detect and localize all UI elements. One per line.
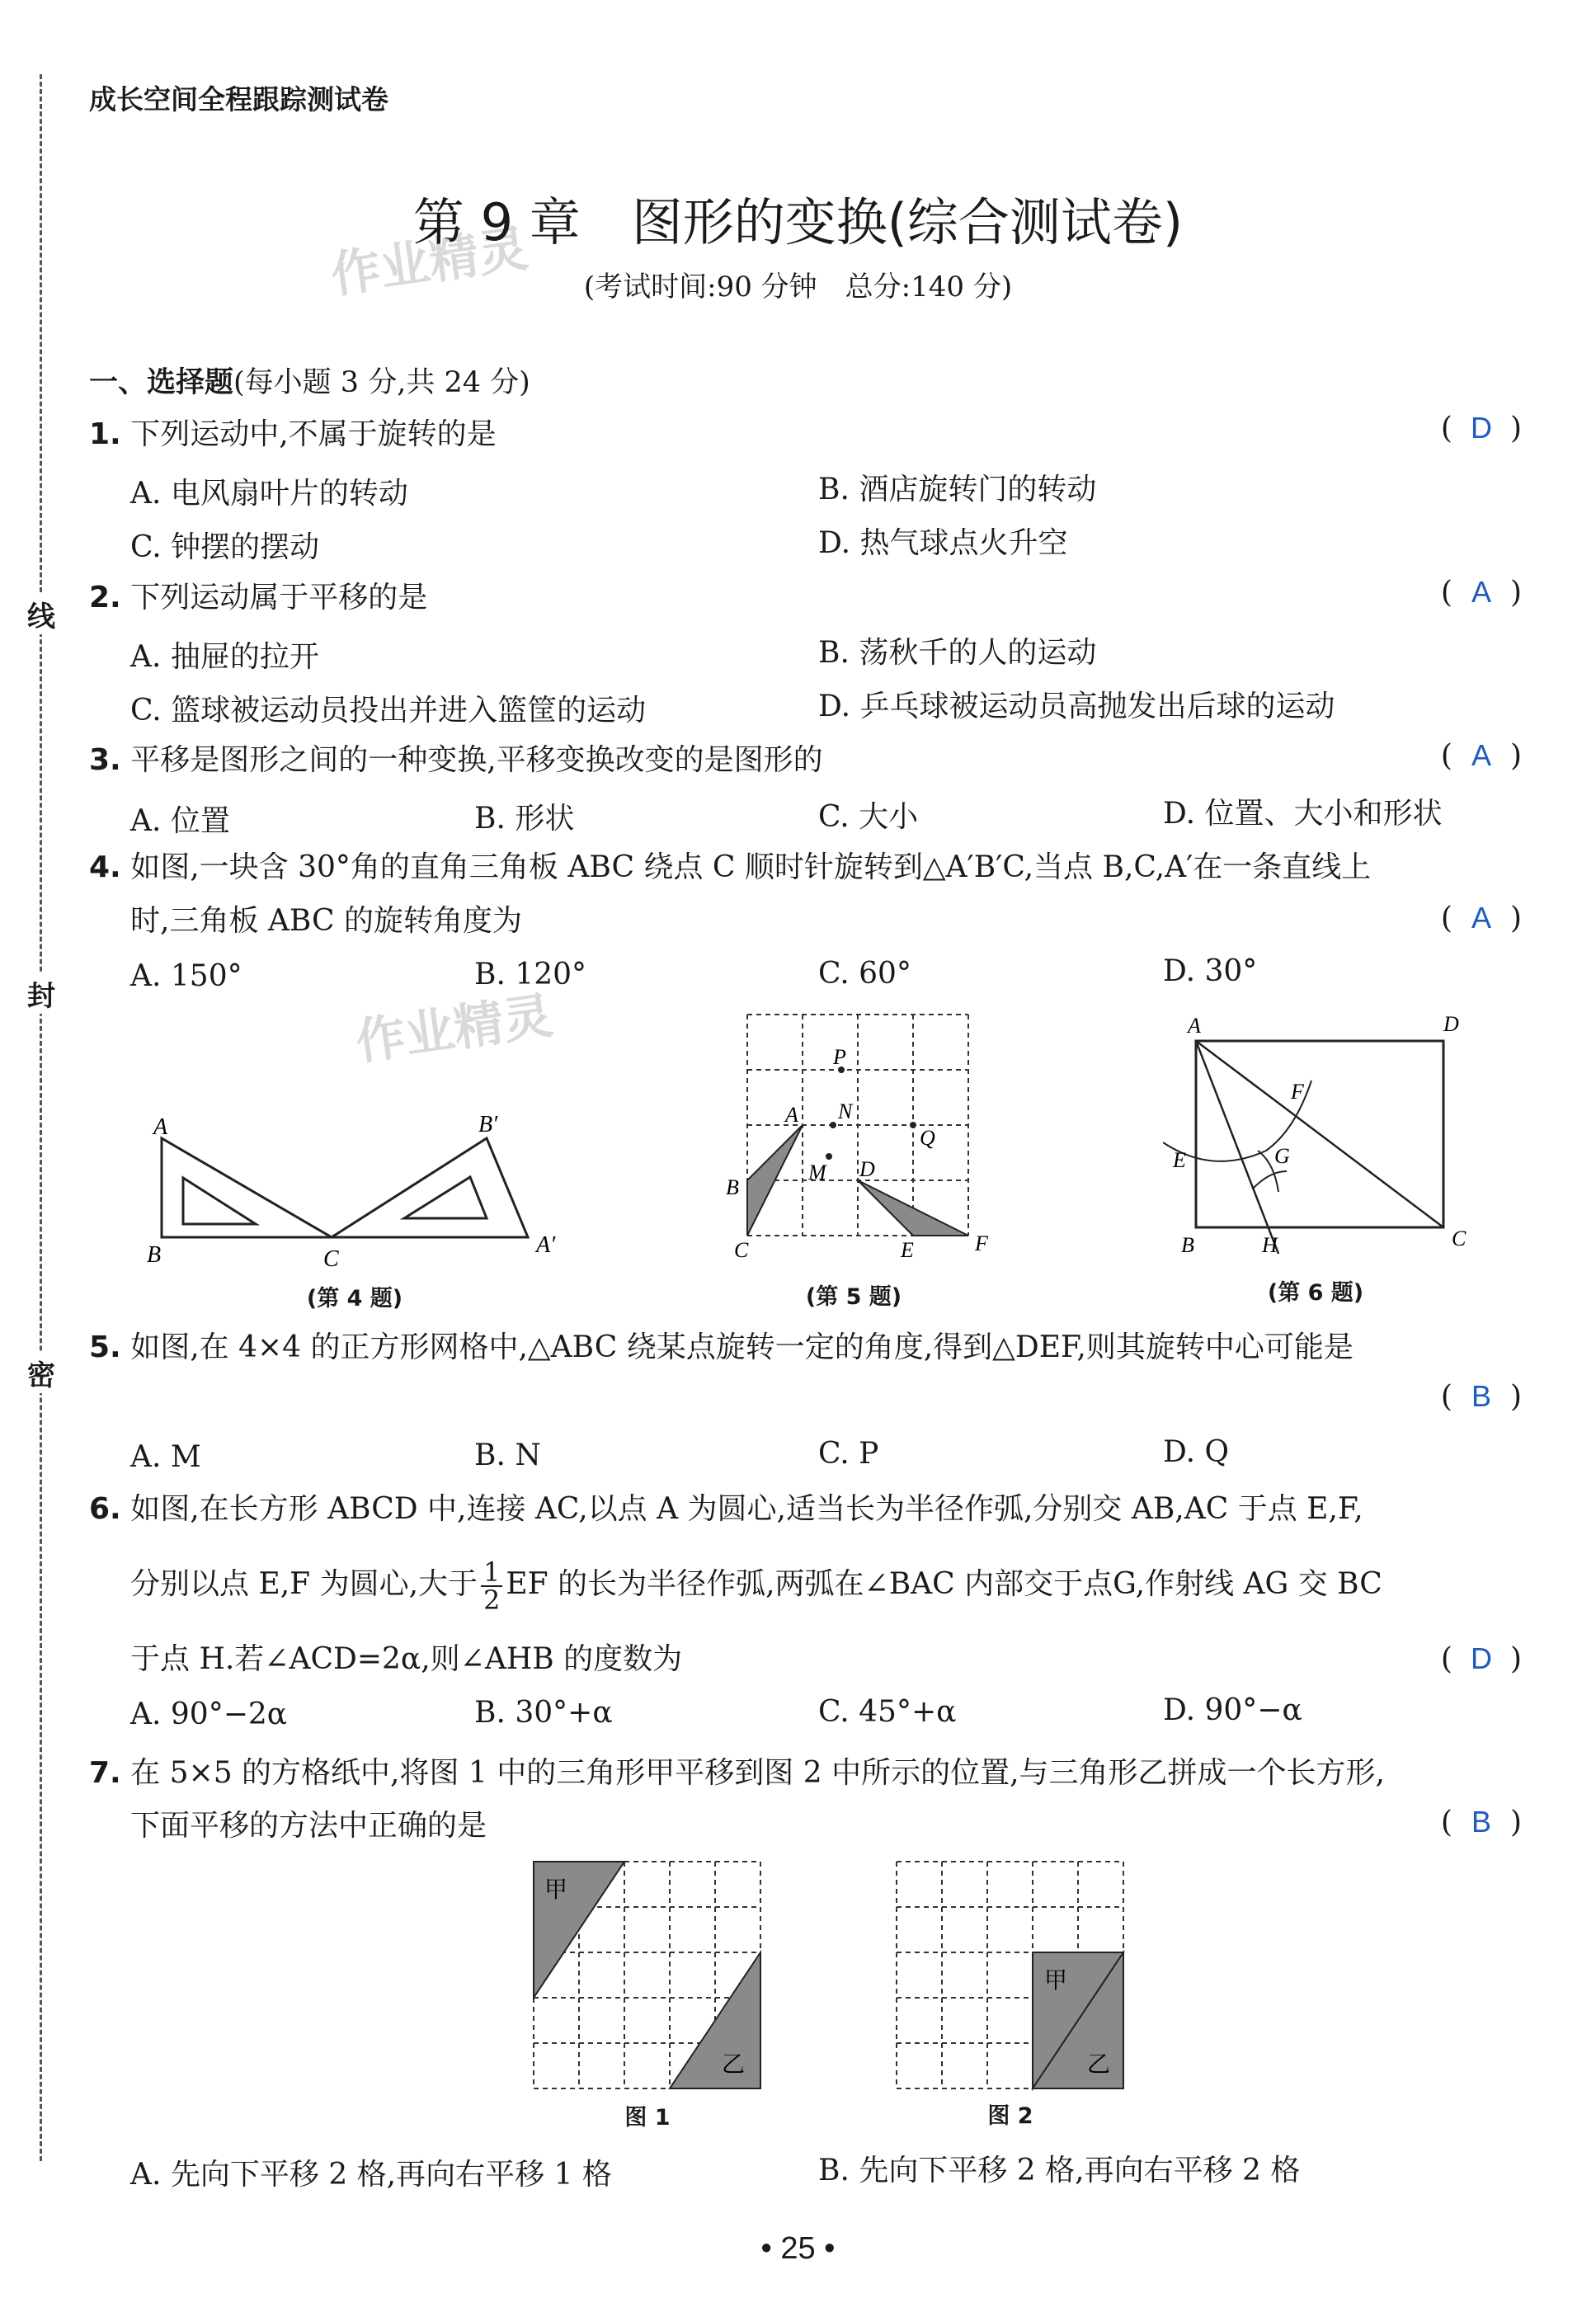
side-label-xian: 线 [25,594,58,634]
option: B. 酒店旋转门的转动 [818,473,1097,506]
point-label: E [1173,1148,1186,1172]
option: D. 90°−α [1163,1693,1302,1727]
triangle-abc-inner [183,1178,256,1224]
point-label: B [147,1242,162,1268]
question-6-line3: 于点 H.若∠ACD=2α,则∠AHB 的度数为 [130,1642,683,1676]
label-yi: 乙 [722,2051,746,2078]
option: B. 形状 [474,802,575,836]
option: B. 荡秋千的人的运动 [818,636,1097,670]
option: C. 钟摆的摆动 [130,530,320,564]
option: D. 热气球点火升空 [818,526,1068,560]
label-yi: 乙 [1087,2051,1111,2078]
label-jia: 甲 [544,1876,568,1903]
triangle-a-b-c [332,1138,528,1237]
binding-dashed-line [40,74,42,2161]
figure-q7-2 [891,1856,1130,2095]
question-4-line2: 时,三角板 ABC 的旋转角度为 [130,904,522,938]
option: C. 大小 [818,800,919,834]
option: B. 先向下平移 2 格,再向右平移 2 格 [818,2154,1301,2187]
option: B. N [474,1439,541,1472]
option: A. 先向下平移 2 格,再向右平移 1 格 [130,2158,612,2192]
point-m [826,1153,832,1160]
answer-1: ( D ) [1440,411,1522,445]
answer-6: ( D ) [1440,1641,1522,1676]
exam-info: (考试时间:90 分钟 总分:140 分) [583,271,1013,304]
option: C. P [818,1437,879,1471]
question-7: 7. 在 5×5 的方格纸中,将图 1 中的三角形甲平移到图 2 中所示的位置,与三角形乙拼成一个长方形, [89,1756,1385,1790]
figure-caption: (第 5 题) [805,1284,902,1310]
answer-7: ( B ) [1440,1805,1522,1839]
point-q [910,1122,916,1128]
side-label-mi: 密 [25,1353,58,1393]
point-n [830,1122,836,1128]
option: D. Q [1163,1435,1229,1469]
point-label: Q [920,1126,935,1150]
label-jia: 甲 [1044,1966,1068,1994]
option: A. M [130,1440,201,1474]
figure-caption: 图 2 [987,2103,1033,2129]
question-2: 2. 下列运动属于平移的是 [89,581,428,614]
question-1: 1. 下列运动中,不属于旋转的是 [89,417,497,451]
point-label: F [975,1231,988,1255]
option: B. 120° [474,958,587,991]
option: D. 30° [1163,954,1258,988]
point-label: E [901,1238,914,1262]
section-heading: 一、选择题(每小题 3 分,共 24 分) [89,366,530,399]
option: A. 抽屉的拉开 [130,640,319,674]
option: D. 位置、大小和形状 [1163,797,1443,831]
option: C. 45°+α [818,1695,957,1729]
answer-5: ( B ) [1440,1379,1522,1414]
option: D. 乒乓球被运动员高抛发出后球的运动 [818,690,1335,723]
figure-q7-1 [528,1856,767,2095]
figure-caption: (第 6 题) [1267,1280,1364,1306]
figure-q4 [132,1114,577,1295]
point-label: C [323,1246,339,1272]
point-label: C [734,1238,749,1262]
triangle-abc [162,1138,332,1237]
watermark: 作业精灵 [327,219,532,305]
option: C. 60° [818,957,911,991]
question-5: 5. 如图,在 4×4 的正方形网格中,△ABC 绕某点旋转一定的角度,得到△DEF,则其旋转中心可能是 [89,1330,1354,1364]
question-7-line2: 下面平移的方法中正确的是 [130,1809,487,1843]
page-title: 第 9 章 图形的变换(综合测试卷) [412,192,1184,252]
side-label-feng: 封 [25,973,58,1014]
watermark: 作业精灵 [351,986,557,1072]
question-6-line2: 分别以点 E,F 为圆心,大于 $\frac{1}{2}$ EF 的长为半径作弧,两弧在∠BAC 内部交于点G,作射线 AG 交 BC [130,1556,1382,1616]
point-label: B [726,1175,739,1199]
point-label: M [808,1161,826,1184]
point-label: C [1452,1227,1467,1250]
figure-q5 [726,1006,1006,1270]
point-label: P [833,1045,846,1069]
point-label: D [1443,1012,1459,1036]
point-label: H [1262,1233,1278,1257]
page-number: • 25 • [760,2231,836,2266]
answer-2: ( A ) [1440,575,1522,610]
point-label: N [838,1099,853,1123]
point-label: A′ [536,1232,556,1258]
arc-1 [1254,1171,1287,1188]
answer-3: ( A ) [1440,738,1522,773]
option: A. 电风扇叶片的转动 [130,477,408,511]
point-label: G [1274,1144,1290,1168]
point-label: A [153,1114,168,1140]
fraction-one-half: $\frac{1}{2}$ [481,1559,502,1613]
option: A. 90°−2α [130,1698,288,1731]
question-6: 6. 如图,在长方形 ABCD 中,连接 AC,以点 A 为圆心,适当长为半径作弧,分别交 AB,AC 于点 E,F, [89,1492,1363,1526]
option: A. 150° [130,959,242,993]
question-3: 3. 平移是图形之间的一种变换,平移变换改变的是图形的 [89,743,823,777]
point-label: F [1291,1080,1304,1104]
option: B. 30°+α [474,1696,613,1730]
point-label: A [785,1103,798,1127]
option: C. 篮球被运动员投出并进入篮筐的运动 [130,694,647,728]
point-label: A [1188,1014,1201,1038]
answer-4: ( A ) [1440,901,1522,935]
option: A. 位置 [130,804,230,838]
series-header: 成长空间全程跟踪测试卷 [89,83,388,115]
question-4: 4. 如图,一块含 30°角的直角三角板 ABC 绕点 C 顺时针旋转到△A′B′C,当点 B,C,A′在一条直线上 [89,850,1372,884]
figure-q6 [1163,1006,1485,1262]
point-label: B [1181,1233,1194,1257]
figure-caption: 图 1 [624,2105,671,2131]
point-label: B′ [478,1114,498,1137]
figure-caption: (第 4 题) [306,1286,403,1311]
point-label: D [859,1157,875,1181]
